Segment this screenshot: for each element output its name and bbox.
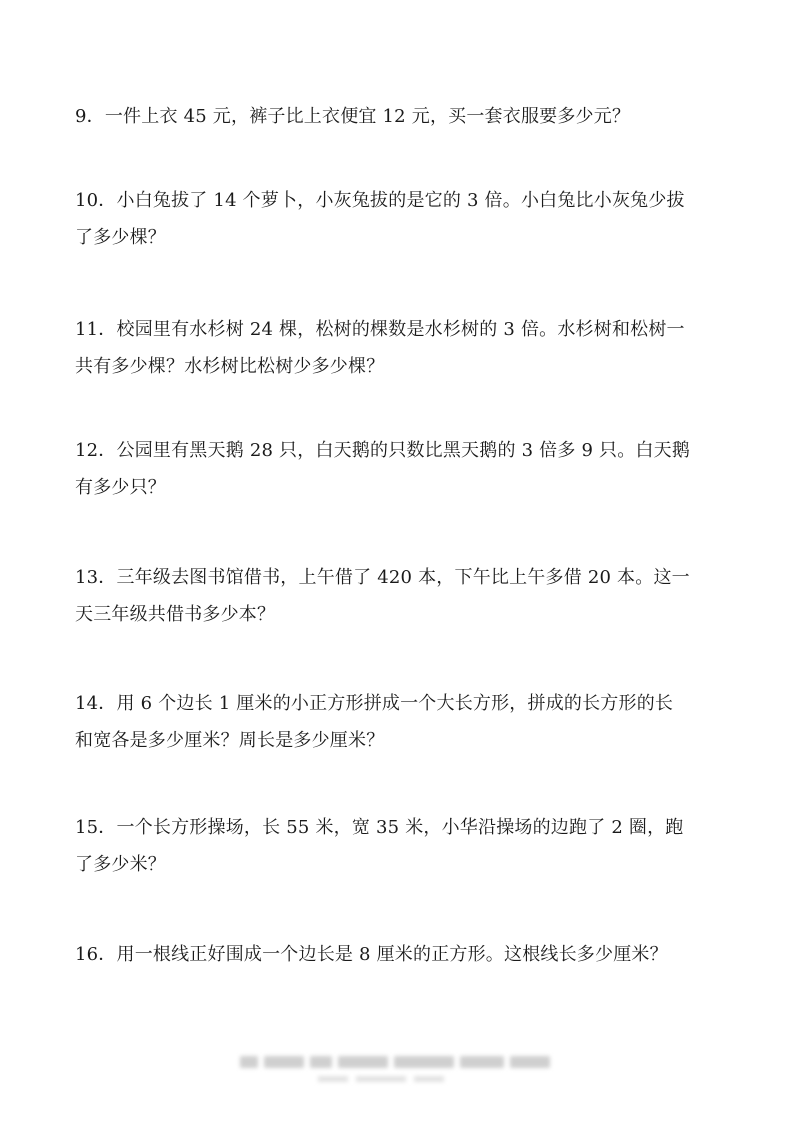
problem-11 <box>75 311 725 385</box>
problem-line: 16．用一根线正好围成一个边长是 8 厘米的正方形。这根线长多少厘米？ <box>75 944 668 965</box>
problem-line: 11．校园里有水杉树 24 棵，松树的棵数是水杉树的 3 倍。水杉树和松树一 <box>75 319 685 340</box>
blur-block <box>264 1056 304 1068</box>
blur-block <box>318 1076 348 1082</box>
blur-block <box>338 1056 388 1068</box>
blur-block <box>394 1056 454 1068</box>
problem-line: 有多少只？ <box>75 477 166 498</box>
blur-block <box>356 1076 406 1082</box>
blur-block <box>460 1056 504 1068</box>
problem-line: 和宽各是多少厘米？周长是多少厘米？ <box>75 730 385 751</box>
problem-line: 15．一个长方形操场，长 55 米，宽 35 米，小华沿操场的边跑了 2 圈，跑 <box>75 817 684 838</box>
blur-block <box>510 1056 550 1068</box>
problem-line: 天三年级共借书多少本？ <box>75 604 276 625</box>
problem-10 <box>75 182 725 256</box>
problem-14 <box>75 685 725 759</box>
problem-line: 9．一件上衣 45 元，裤子比上衣便宜 12 元，买一套衣服要多少元？ <box>75 106 631 127</box>
problem-line: 了多少棵？ <box>75 227 166 248</box>
problem-15 <box>75 809 725 883</box>
problem-12 <box>75 432 725 506</box>
blurred-footer-watermark <box>240 1055 556 1069</box>
blur-block <box>414 1076 444 1082</box>
blur-block <box>310 1056 332 1068</box>
problem-9 <box>75 98 725 135</box>
problem-line: 共有多少棵？水杉树比松树少多少棵？ <box>75 356 385 377</box>
blur-block <box>240 1056 258 1068</box>
problem-line: 10．小白兔拔了 14 个萝卜，小灰兔拔的是它的 3 倍。小白兔比小灰兔少拔 <box>75 190 685 211</box>
problem-line: 了多少米？ <box>75 854 166 875</box>
problem-line: 14．用 6 个边长 1 厘米的小正方形拼成一个大长方形，拼成的长方形的长 <box>75 693 674 714</box>
problem-16 <box>75 936 725 973</box>
problem-line: 13．三年级去图书馆借书，上午借了 420 本，下午比上午多借 20 本。这一 <box>75 567 690 588</box>
problem-line: 12．公园里有黑天鹅 28 只，白天鹅的只数比黑天鹅的 3 倍多 9 只。白天鹅 <box>75 440 691 461</box>
problem-13 <box>75 559 725 633</box>
blurred-footer-subline <box>318 1076 448 1084</box>
